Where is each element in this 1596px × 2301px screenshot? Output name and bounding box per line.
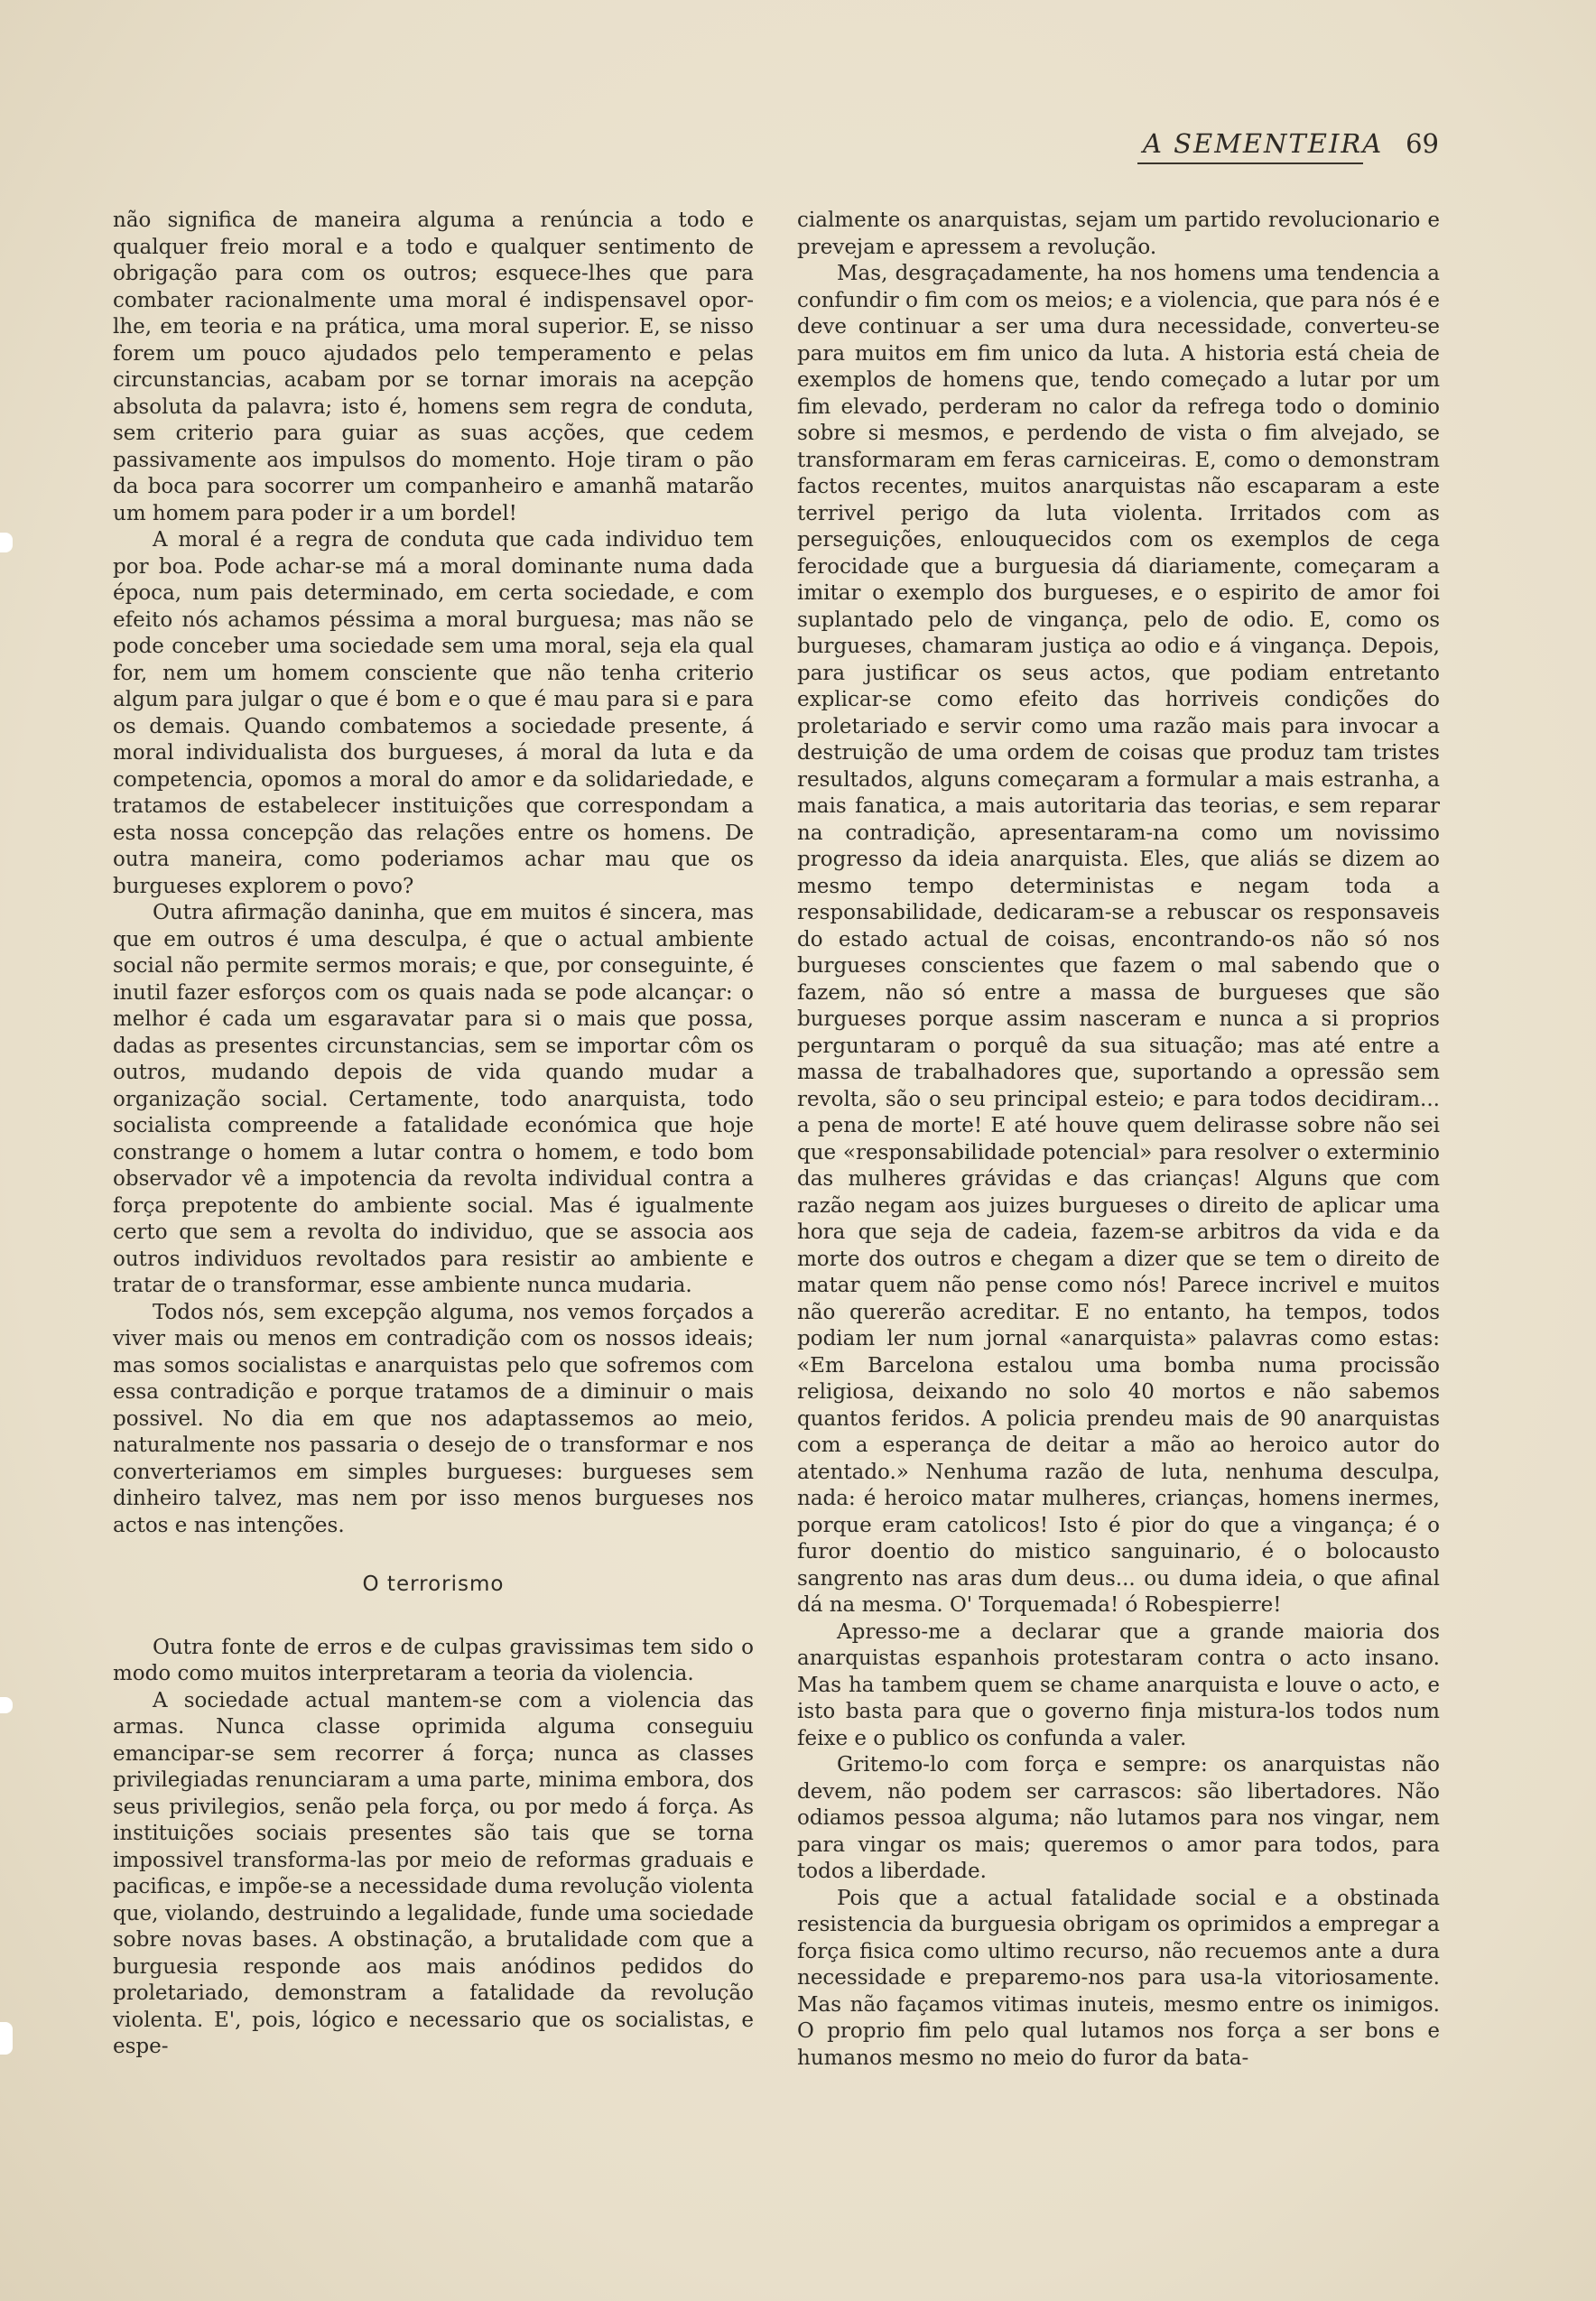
binding-hole	[0, 533, 13, 552]
title-underline	[1137, 162, 1363, 164]
paragraph: A moral é a regra de conduta que cada individuo tem por boa. Pode achar-se má a moral dominante numa dada época, num pais determinado, em certa sociedade, e com efeito nós achamos péssima a moral burguesa; mas não se pode conceber uma sociedade sem uma moral, seja ela qual for, nem um homem consciente que não tenha criterio algum para julgar o que é bom e o que é mau para si e para os demais. Quando combatemos a sociedade presente, á moral individualista dos burgueses, á moral da luta e da competencia, opomos a moral do amor e da solidariedade, e tratamos de estabelecer instituições que correspondam a esta nossa concepção das relações entre os homens. De outra maneira, como poderiamos achar mau que os burgueses explorem o povo?	[113, 528, 754, 898]
paragraph: Gritemo-lo com força e sempre: os anarquistas não devem, não podem ser carrascos: são libertadores. Não odiamos pessoa alguma; não lutamos para nos vingar, nem para vingar os mais; queremos o amor para todos, para todos a liberdade.	[797, 1753, 1440, 1883]
paragraph: Outra afirmação daninha, que em muitos é sincera, mas que em outros é uma desculpa, é que o actual ambiente social não permite sermos morais; e que, por conseguinte, é inutil fazer esforços com os quais nada se pode alcançar: o melhor é cada um esgaravatar para si o mais que possa, dadas as presentes circunstancias, sem se importar côm os outros, mudando depois de vida quando mudar a organização social. Certamente, todo anarquista, todo socialista compreende a fatalidade económica que hoje constrange o homem a lutar contra o homem, e todo bom observador vê a impotencia da revolta individual contra a força prepotente do ambiente social. Mas é igualmente certo que sem a revolta do individuo, que se associa aos outros individuos revoltados para resistir ao ambiente e tratar de o transformar, esse ambiente nunca mudaria.	[113, 901, 754, 1297]
running-title: A SEMENTEIRA	[1143, 128, 1384, 159]
paragraph: A sociedade actual mantem-se com a violencia das armas. Nunca classe oprimida alguma conseguiu emancipar-se sem recorrer á força; nunca as classes privilegiadas renunciaram a uma parte, minima embora, dos seus privilegios, senão pela força, ou por medo á força. As instituições sociais presentes são tais que se torna impossivel transforma-las por meio de reformas graduais e pacificas, e impõe-se a necessidade duma revolução violenta que, violando, destruindo a legalidade, funde uma sociedade sobre novas bases. A obstinação, a brutalidade com que a burguesia responde aos mais anódinos pedidos do proletariado, demonstram a fatalidade da revolução violenta. E', pois, lógico e necessario que os socialistas, e espe-	[113, 1688, 754, 2058]
paragraph: Mas, desgraçadamente, ha nos homens uma tendencia a confundir o fim com os meios; e a violencia, que para nós é e deve continuar a ser uma dura necessidade, converteu-se para muitos em fim unico da luta. A historia está cheia de exemplos de homens que, tendo começado a lutar por um fim elevado, perderam no calor da refrega todo o dominio sobre si mesmos, e perdendo de vista o fim alvejado, se transformaram em feras carniceiras. E, como o demonstram factos recentes, muitos anarquistas não escaparam a este terrivel perigo da luta violenta. Irritados com as perseguições, enlouquecidos com os exemplos de cega ferocidade que a burguesia dá diariamente, começaram a imitar o exemplo dos burgueses, e o espirito de amor foi suplantado pelo de vingança, pelo de odio. E, como os burgueses, chamaram justiça ao odio e á vingança. Depois, para justificar os seus actos, que podiam entretanto explicar-se como efeito das horriveis condições do proletariado e servir como uma razão mais para invocar a destruição de uma ordem de coisas que produz tam tristes resultados, alguns começaram a formular a mais estranha, a mais fanatica, a mais autoritaria das teorias, e sem reparar na contradição, apresentaram-na como um novissimo progresso da ideia anarquista. Eles, que aliás se dizem ao mesmo tempo deterministas e negam toda a responsabilidade, dedicaram-se a rebuscar os responsaveis do estado actual de coisas, encontrando-os não só nos burgueses conscientes que fazem o mal sabendo que o fazem, não só entre a massa de burgueses que são burgueses porque assim nasceram e nunca a si proprios perguntaram o porquê da sua situação; mas até entre a massa de trabalhadores que, suportando a opressão sem revolta, são o seu principal esteio; e para todos decidiram... a pena de morte! E até houve quem delirasse sobre não sei que «responsabilidade potencial» para resolver o exterminio das mulheres grávidas e das crianças! Alguns que com razão negam aos juizes burgueses o direito de aplicar uma hora que seja de cadeia, fazem-se arbitros da vida e da morte dos outros e chegam a dizer que se tem o direito de matar quem não pense como nós! Parece incrivel e muitos não quererão acreditar. E no entanto, ha tempos, todos podiam ler num jornal «anarquista» palavras como estas: «Em Barcelona estalou uma bomba numa procissão religiosa, deixando no solo 40 mortos e não sabemos quantos feridos. A policia prendeu mais de 90 anarquistas com a esperança de deitar a mão ao heroico autor do atentado.» Nenhuma razão de luta, nenhuma desculpa, nada: é heroico matar mulheres, crianças, homens inermes, porque eram catolicos! Isto é pior do que a vingança; é o furor doentio do mistico sanguinario, é o bolocausto sangrento nas aras dum deus... ou duma ideia, o que afinal dá na mesma. O' Torquemada! ó Robespierre!	[797, 262, 1440, 1617]
paragraph: Todos nós, sem excepção alguma, nos vemos forçados a viver mais ou menos em contradição com os nossos ideais; mas somos socialistas e anarquistas pelo que sofremos com essa contradição e porque tratamos de a diminuir o mais possivel. No dia em que nos adaptassemos ao meio, naturalmente nos passaria o desejo de o transformar e nos converteriamos em simples burgueses: burgueses sem dinheiro talvez, mas nem por isso menos burgueses nos actos e nas intenções.	[113, 1300, 754, 1537]
binding-hole	[0, 1697, 13, 1713]
paragraph: Outra fonte de erros e de culpas gravissimas tem sido o modo como muitos interpretaram a teoria da violencia.	[113, 1635, 754, 1685]
binding-hole	[0, 2022, 13, 2055]
running-header	[1083, 128, 1444, 164]
paragraph: Apresso-me a declarar que a grande maioria dos anarquistas espanhois protestaram contra o acto insano. Mas ha tambem quem se chame anarquista e louve o acto, e isto basta para que o governo finja mistura-los todos num feixe e o publico os confunda a valer.	[797, 1619, 1440, 1750]
paragraph: Pois que a actual fatalidade social e a obstinada resistencia da burguesia obrigam os oprimidos a empregar a força fisica como ultimo recurso, não recuemos ante a dura necessidade e preparemo-nos para usa-la vitoriosamente. Mas não façamos vitimas inuteis, mesmo entre os inimigos. O proprio fim pelo qual lutamos nos força a ser bons e humanos mesmo no meio do furor da bata-	[797, 1886, 1440, 2070]
paragraph: não significa de maneira alguma a renúncia a todo e qualquer freio moral e a todo e qualquer sentimento de obrigação para com os outros; esquece-lhes que para combater racionalmente uma moral é indispensavel opor-lhe, em teoria e na prática, uma moral superior. E, se nisso forem um pouco ajudados pelo temperamento e pelas circunstancias, acabam por se tornar imorais na acepção absoluta da palavra; isto é, homens sem regra de conduta, sem criterio para guiar as suas acções, que cedem passivamente aos impulsos do momento. Hoje tiram o pão da boca para socorrer um companheiro e amanhã matarão um homem para poder ir a um bordel!	[113, 209, 754, 525]
right-column	[797, 208, 1440, 2072]
paragraph: cialmente os anarquistas, sejam um partido revolucionario e prevejam e apressem a revolução.	[797, 209, 1440, 259]
page-number: 69	[1406, 128, 1439, 159]
section-heading: O terrorismo	[362, 1573, 505, 1596]
left-column	[113, 208, 754, 2061]
